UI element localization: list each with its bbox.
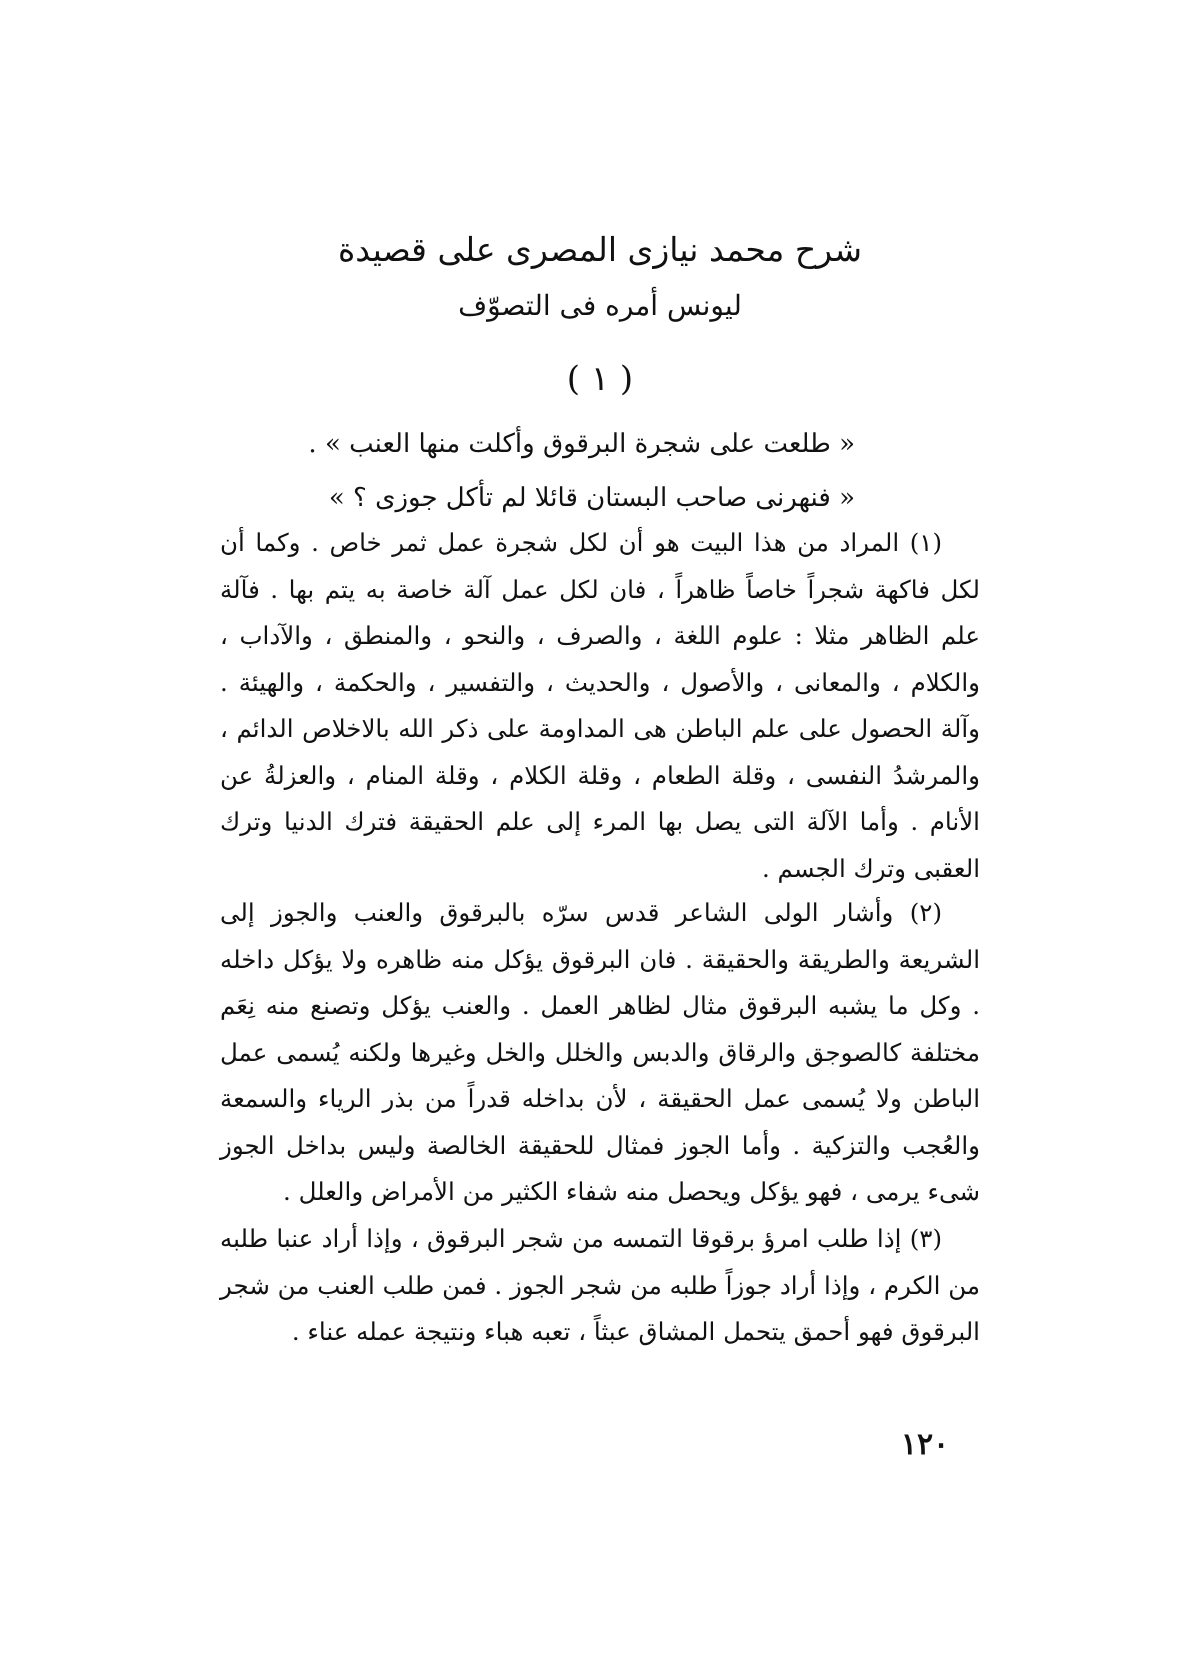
- section-number: ( ١ ): [566, 359, 634, 399]
- paragraph-1: (١) المراد من هذا البيت هو أن لكل شجرة عمل ثمر خاص . وكما أن لكل فاكهة شجراً خاصاً ظاهراً ، فان لكل عمل آلة خاصة به يتم بها . فآلة علم الظاهر مثلا : علوم اللغة ، والصرف ، والنحو ، والمنطق ، والآداب ، والكلام ، والمعانى ، والأصول ، والحديث ، والتفسير ، والحكمة ، والهيئة . وآلة الحصول على علم الباطن هى المداومة على ذكر الله بالاخلاص الدائم ، والمرشدُ النفسى ، وقلة الطعام ، وقلة الكلام ، وقلة المنام ، والعزلةُ عن الأنام . وأما الآلة التى يصل بها المرء إلى علم الحقيقة فترك الدنيا وترك العقبى وترك الجسم .: [220, 528, 980, 883]
- document-subtitle: ليونس أمره فى التصوّف: [458, 289, 742, 322]
- verse-line-1: « طلعت على شجرة البرقوق وأكلت منها العنب » .: [308, 429, 855, 459]
- document-title: شرح محمد نيازى المصرى على قصيدة: [338, 230, 862, 269]
- verse-line-2: « فنهرنى صاحب البستان قائلا لم تأكل جوزى ؟ »: [328, 483, 855, 513]
- paragraph-3: (٣) إذا طلب امرؤ برقوقا التمسه من شجر البرقوق ، وإذا أراد عنبا طلبه من الكرم ، وإذا أراد جوزاً طلبه من شجر الجوز . فمن طلب العنب من شجر البرقوق فهو أحمق يتحمل المشاق عبثاً ، تعبه هباء ونتيجة عمله عناء .: [220, 1224, 980, 1346]
- paragraph-2: (٢) وأشار الولى الشاعر قدس سرّه بالبرقوق والعنب والجوز إلى الشريعة والطريقة والحقيقة . فان البرقوق يؤكل منه ظاهره ولا يؤكل داخله . وكل ما يشبه البرقوق مثال لظاهر العمل . والعنب يؤكل وتصنع منه نِعَم مختلفة كالصوجق والرقاق والدبس والخلل والخل وغيرها ولكنه يُسمى عمل الباطن ولا يُسمى عمل الحقيقة ، لأن بداخله قدراً من بذر الرياء والسمعة والعُجب والتزكية . وأما الجوز فمثال للحقيقة الخالصة وليس بداخل الجوز شىء يرمى ، فهو يؤكل ويحصل منه شفاء الكثير من الأمراض والعلل .: [220, 898, 980, 1206]
- page-number: ١٢٠: [900, 1427, 950, 1462]
